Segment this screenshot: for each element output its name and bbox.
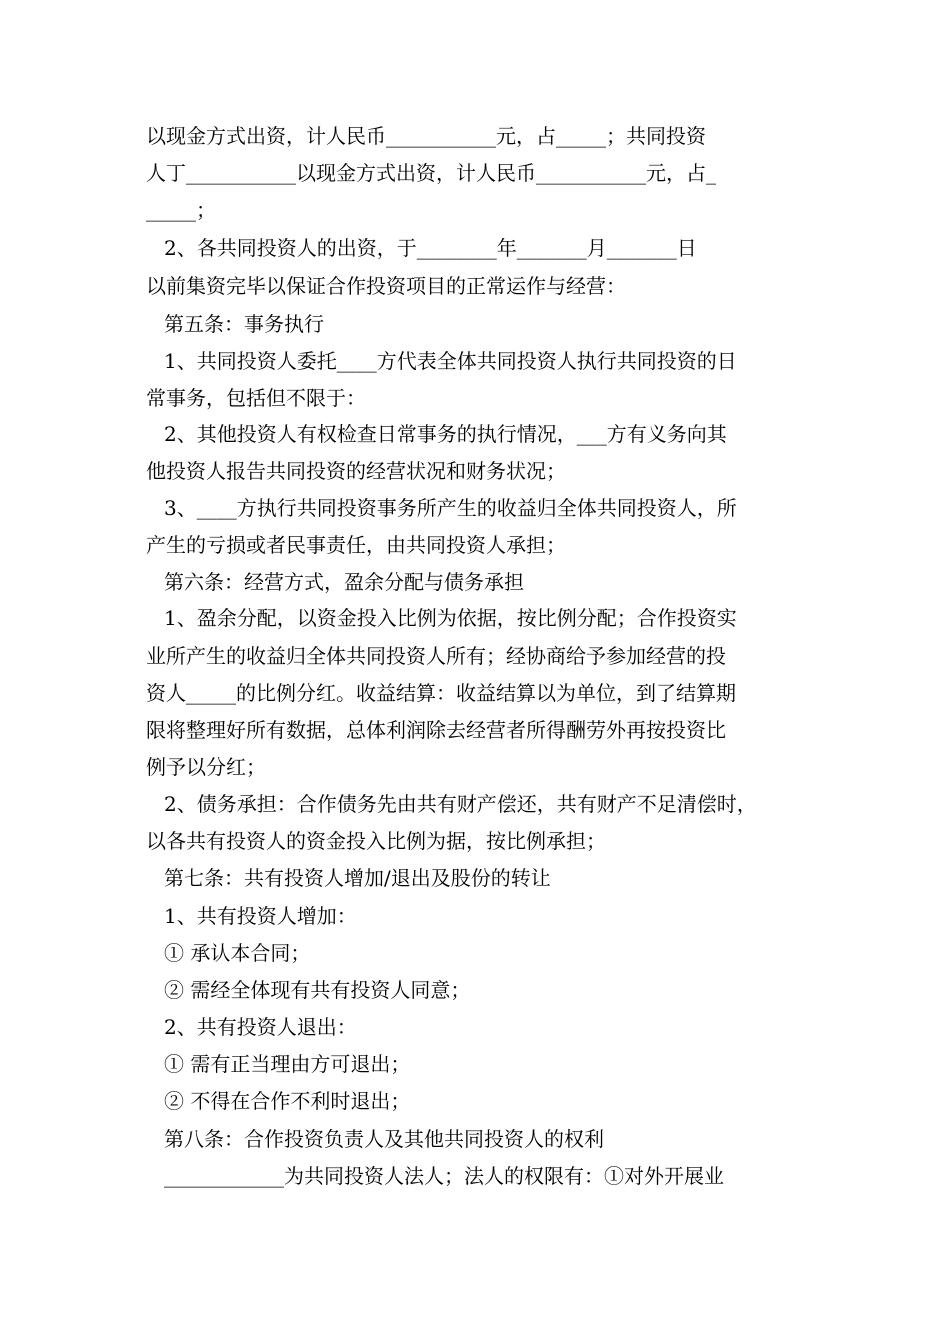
text-line-2: 人丁___________以现金方式出资，计人民币___________元，占_: [146, 161, 716, 185]
text-line-14: 1、盈余分配，以资金投入比例为依据，按比例分配；合作投资实: [164, 606, 737, 630]
text-line-22: 1、共有投资人增加：: [164, 904, 357, 928]
section-heading-7: 第七条：共有投资人增加/退出及股份的转让: [164, 866, 551, 890]
text-line-20: 以各共有投资人的资金投入比例为据，按比例承担；: [146, 829, 606, 853]
text-line-18: 例予以分红；: [146, 755, 266, 779]
text-line-17: 限将整理好所有数据，总体利润除去经营者所得酬劳外再按投资比: [146, 718, 726, 742]
text-line-1: 以现金方式出资，计人民币___________元，占_____；共同投资: [146, 124, 706, 148]
text-line-7: 1、共同投资人委托____方代表全体共同投资人执行共同投资的日: [164, 349, 737, 373]
text-line-11: 3、____方执行共同投资事务所产生的收益归全体共同投资人，所: [164, 496, 737, 520]
text-line-3: _____；: [146, 198, 216, 222]
text-line-8: 常事务，包括但不限于：: [146, 386, 366, 410]
list-item-3: ① 需有正当理由方可退出；: [164, 1052, 411, 1076]
list-item-1: ① 承认本合同；: [164, 941, 311, 965]
list-item-4: ② 不得在合作不利时退出；: [164, 1089, 411, 1113]
section-heading-6: 第六条：经营方式，盈余分配与债务承担: [164, 570, 524, 594]
list-item-2: ② 需经全体现有共有投资人同意；: [164, 978, 471, 1002]
text-line-19: 2、债务承担：合作债务先由共有财产偿还，共有财产不足清偿时，: [164, 792, 757, 816]
text-line-25: 2、共有投资人退出：: [164, 1015, 357, 1039]
text-line-5: 以前集资完毕以保证合作投资项目的正常运作与经营：: [146, 274, 626, 298]
text-line-12: 产生的亏损或者民事责任，由共同投资人承担；: [146, 533, 566, 557]
text-line-9: 2、其他投资人有权检查日常事务的执行情况，___方有义务向其: [164, 422, 727, 446]
text-line-16: 资人_____的比例分红。收益结算：收益结算以为单位，到了结算期: [146, 681, 736, 705]
section-heading-8: 第八条：合作投资负责人及其他共同投资人的权利: [164, 1127, 604, 1151]
text-line-10: 他投资人报告共同投资的经营状况和财务状况；: [146, 459, 566, 483]
section-heading-5: 第五条：事务执行: [164, 312, 324, 336]
text-line-4: 2、各共同投资人的出资，于________年_______月_______日: [164, 236, 697, 260]
text-line-29: ____________为共同投资人法人；法人的权限有：①对外开展业: [164, 1164, 724, 1188]
text-line-15: 业所产生的收益归全体共同投资人所有；经协商给予参加经营的投: [146, 644, 726, 668]
